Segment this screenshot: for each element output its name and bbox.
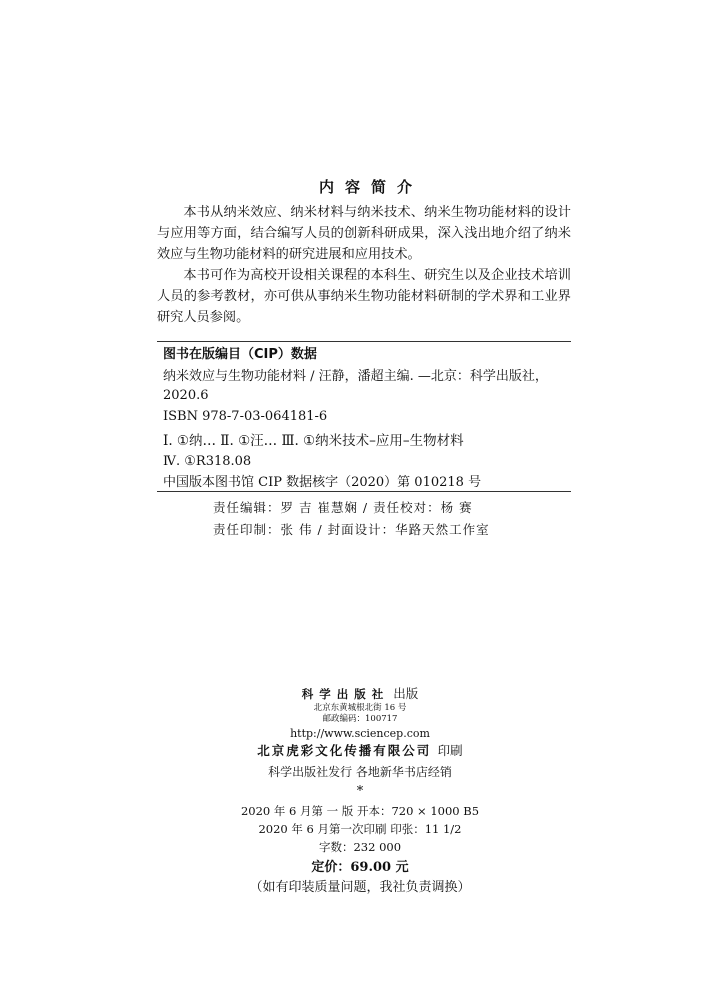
publisher-line [0, 684, 720, 702]
cip-classification: Ⅰ. ①纳… Ⅱ. ①汪… Ⅲ. ①纳米技术–应用–生物材料 [163, 433, 464, 449]
quality-note: （如有印装质量问题，我社负责调换） [249, 880, 471, 895]
publisher-url: http://www.sciencep.com [290, 727, 430, 740]
cip-heading: 图书在版编目（CIP）数据 [163, 347, 317, 362]
word-count: 字数：232 000 [318, 840, 402, 854]
cip-check-number: 中国版本图书馆 CIP 数据核字（2020）第 010218 号 [163, 475, 482, 490]
editor-credits: 责任编辑：罗 吉 崔慧娴 / 责任校对：杨 赛 [213, 500, 473, 515]
edition-line: 2020 年 6 月第 一 版 开本：720 × 1000 B5 [240, 804, 480, 818]
cip-classification-number: Ⅳ. ①R318.08 [163, 454, 252, 469]
price: 定价：69.00 元 [311, 860, 409, 875]
publisher-postcode: 邮政编码：100717 [322, 714, 398, 724]
summary-title: 内容简介 [318, 178, 423, 196]
cip-top-rule [157, 341, 571, 342]
cip-bottom-rule [157, 491, 571, 492]
publisher-address: 北京东黄城根北街 16 号 [313, 703, 407, 713]
production-credits: 责任印制：张 伟 / 封面设计：华路天然工作室 [213, 522, 490, 537]
summary-paragraph: 本书可作为高校开设相关课程的本科生、研究生以及企业技术培训人员的参考教材，亦可供从事纳米生物功能材料研制的学术界和工业界研究人员参阅。 [157, 268, 571, 325]
separator-star: * [356, 784, 364, 799]
cip-description: 纳米效应与生物功能材料 / 汪静，潘超主编. —北京：科学出版社，2020.6 [163, 369, 548, 403]
printer-suffix: 印刷 [437, 743, 463, 758]
printing-line: 2020 年 6 月第一次印刷 印张：11 1/2 [258, 822, 462, 836]
summary-body [157, 202, 571, 328]
printer-line [0, 741, 720, 759]
publisher-name: 科学出版社 [301, 687, 390, 701]
printer-name: 北京虎彩文化传播有限公司 [257, 743, 432, 758]
distribution-line: 科学出版社发行 各地新华书店经销 [268, 765, 452, 779]
cip-isbn: ISBN 978-7-03-064181-6 [163, 409, 328, 424]
summary-paragraph: 本书从纳米效应、纳米材料与纳米技术、纳米生物功能材料的设计与应用等方面，结合编写人员的创新科研成果，深入浅出地介绍了纳米效应与生物功能材料的研究进展和应用技术。 [157, 205, 571, 262]
publisher-suffix: 出版 [393, 686, 419, 701]
